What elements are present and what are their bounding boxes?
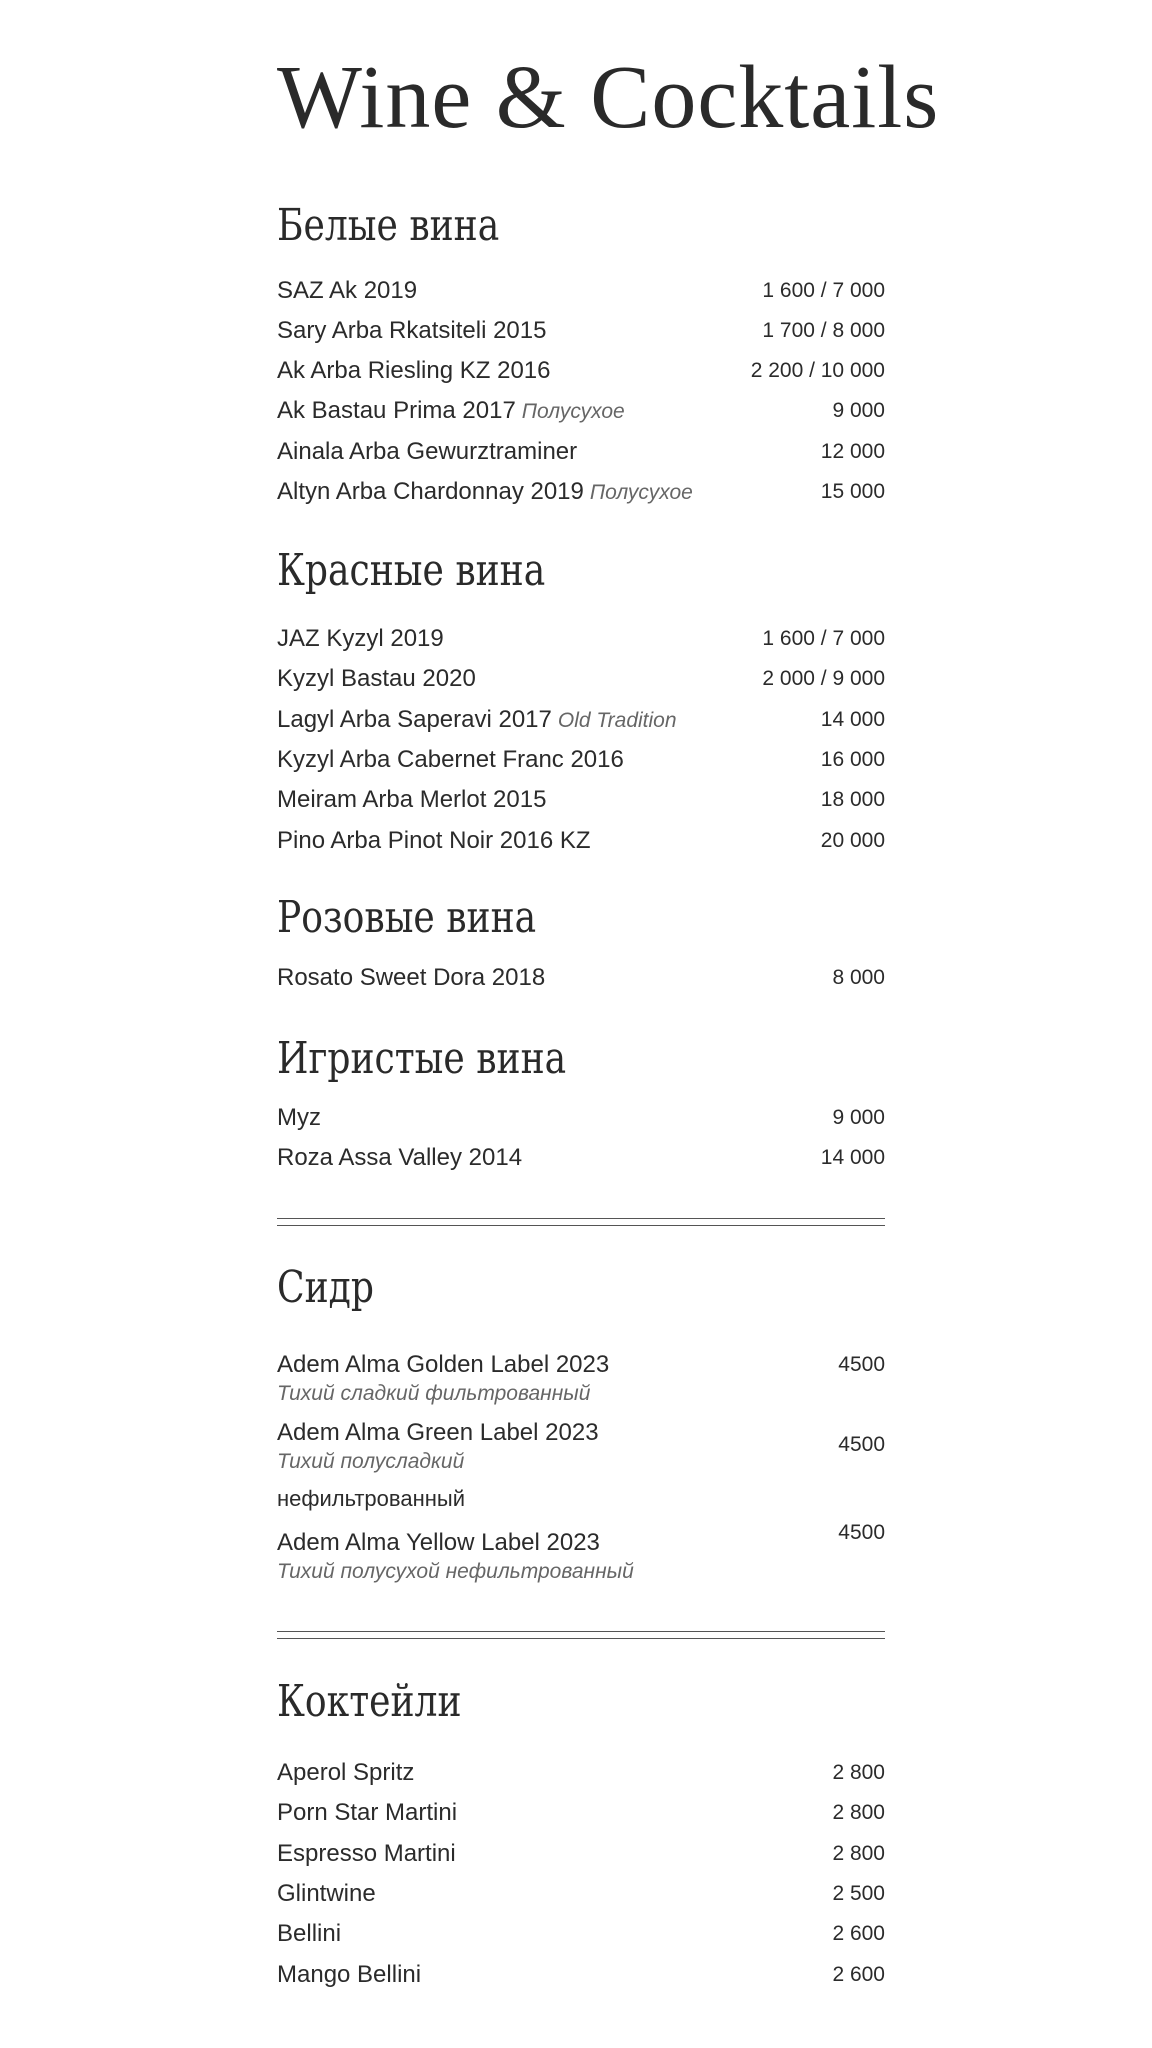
menu-item — [277, 435, 885, 469]
menu-item — [277, 1796, 885, 1830]
item-description-continued: нефильтрованный — [277, 1486, 465, 1511]
item-price: 9 000 — [832, 399, 885, 422]
item-price: 4500 — [838, 1521, 885, 1544]
section-divider — [277, 1631, 885, 1639]
item-description: Тихий сладкий фильтрованный — [277, 1382, 591, 1405]
item-name: Rosato Sweet Dora 2018 — [277, 964, 546, 991]
item-description: Тихий полусладкий — [277, 1450, 465, 1473]
item-price: 14 000 — [820, 1146, 885, 1169]
item-price: 2 600 — [832, 1963, 885, 1986]
item-price: 15 000 — [820, 480, 885, 503]
section-heading-sparkling-wines: Игристые вина — [277, 1033, 567, 1084]
item-name: Meiram Arba Merlot 2015 — [277, 786, 547, 813]
menu-item — [277, 662, 885, 696]
item-name: Espresso Martini — [277, 1840, 456, 1867]
item-price: 12 000 — [820, 440, 885, 463]
item-name: Lagyl Arba Saperavi 2017 Old Tradition — [277, 706, 677, 733]
menu-item — [277, 1141, 885, 1175]
section-heading-white-wines: Белые вина — [277, 200, 500, 251]
item-name: Ak Arba Riesling KZ 2016 — [277, 357, 551, 384]
section-divider — [277, 1218, 885, 1226]
menu-item — [277, 824, 885, 858]
item-price: 4500 — [838, 1353, 885, 1376]
section-heading-rose-wines: Розовые вина — [277, 892, 537, 943]
item-name: Adem Alma Green Label 2023 — [277, 1419, 599, 1446]
menu-title: Wine & Cocktails — [277, 48, 940, 147]
item-price: 2 800 — [832, 1761, 885, 1784]
item-price: 4500 — [838, 1433, 885, 1456]
menu-item — [277, 743, 885, 777]
item-price: 2 200 / 10 000 — [750, 359, 885, 382]
menu-item — [277, 274, 885, 308]
menu-item — [277, 783, 885, 817]
item-price: 2 000 / 9 000 — [762, 667, 885, 690]
item-name: Aperol Spritz — [277, 1759, 415, 1786]
item-name: Adem Alma Golden Label 2023 — [277, 1351, 610, 1378]
cider-item — [277, 1521, 885, 1586]
menu-item — [277, 703, 885, 737]
menu-item — [277, 1101, 885, 1135]
item-name: JAZ Kyzyl 2019 — [277, 625, 444, 652]
item-price: 18 000 — [820, 788, 885, 811]
menu-item — [277, 314, 885, 348]
item-name: Ak Bastau Prima 2017 Полусухое — [277, 397, 625, 424]
item-price: 2 500 — [832, 1882, 885, 1905]
menu-item — [277, 394, 885, 428]
item-price: 14 000 — [820, 708, 885, 731]
cider-item — [277, 1350, 885, 1408]
menu-item — [277, 1877, 885, 1911]
item-price: 1 600 / 7 000 — [762, 627, 885, 650]
item-price: 2 800 — [832, 1842, 885, 1865]
menu-item — [277, 622, 885, 656]
item-price: 9 000 — [832, 1106, 885, 1129]
item-description: Тихий полусухой нефильтрованный — [277, 1560, 634, 1583]
item-name: Porn Star Martini — [277, 1799, 458, 1826]
menu-item — [277, 1756, 885, 1790]
menu-item — [277, 1958, 885, 1992]
item-price: 2 800 — [832, 1801, 885, 1824]
item-name: Mango Bellini — [277, 1961, 422, 1988]
item-name: SAZ Ak 2019 — [277, 277, 418, 304]
menu-item — [277, 961, 885, 995]
menu-item — [277, 475, 885, 509]
item-name: Altyn Arba Chardonnay 2019 Полусухое — [277, 478, 693, 505]
item-name: Kyzyl Arba Cabernet Franc 2016 — [277, 746, 624, 773]
item-note: Old Tradition — [557, 709, 677, 732]
item-price: 20 000 — [820, 829, 885, 852]
section-heading-red-wines: Красные вина — [277, 545, 546, 596]
item-name: Pino Arba Pinot Noir 2016 KZ — [277, 827, 591, 854]
item-name: Myz — [277, 1104, 321, 1131]
cider-item — [277, 1418, 885, 1514]
item-note: Полусухое — [521, 400, 625, 423]
item-price: 8 000 — [832, 966, 885, 989]
menu-item — [277, 354, 885, 388]
item-name: Ainala Arba Gewurztraminer — [277, 438, 578, 465]
item-name: Glintwine — [277, 1880, 376, 1907]
item-name: Roza Assa Valley 2014 — [277, 1144, 523, 1171]
menu-item — [277, 1837, 885, 1871]
item-name: Kyzyl Bastau 2020 — [277, 665, 476, 692]
section-heading-cider: Сидр — [277, 1262, 374, 1313]
item-note: Полусухое — [589, 481, 693, 504]
item-price: 1 600 / 7 000 — [762, 279, 885, 302]
item-price: 16 000 — [820, 748, 885, 771]
item-name: Adem Alma Yellow Label 2023 — [277, 1529, 600, 1556]
section-heading-cocktails: Коктейли — [277, 1676, 462, 1727]
item-name: Sary Arba Rkatsiteli 2015 — [277, 317, 547, 344]
menu-item — [277, 1917, 885, 1951]
item-price: 1 700 / 8 000 — [762, 319, 885, 342]
item-price: 2 600 — [832, 1922, 885, 1945]
item-name: Bellini — [277, 1920, 342, 1947]
